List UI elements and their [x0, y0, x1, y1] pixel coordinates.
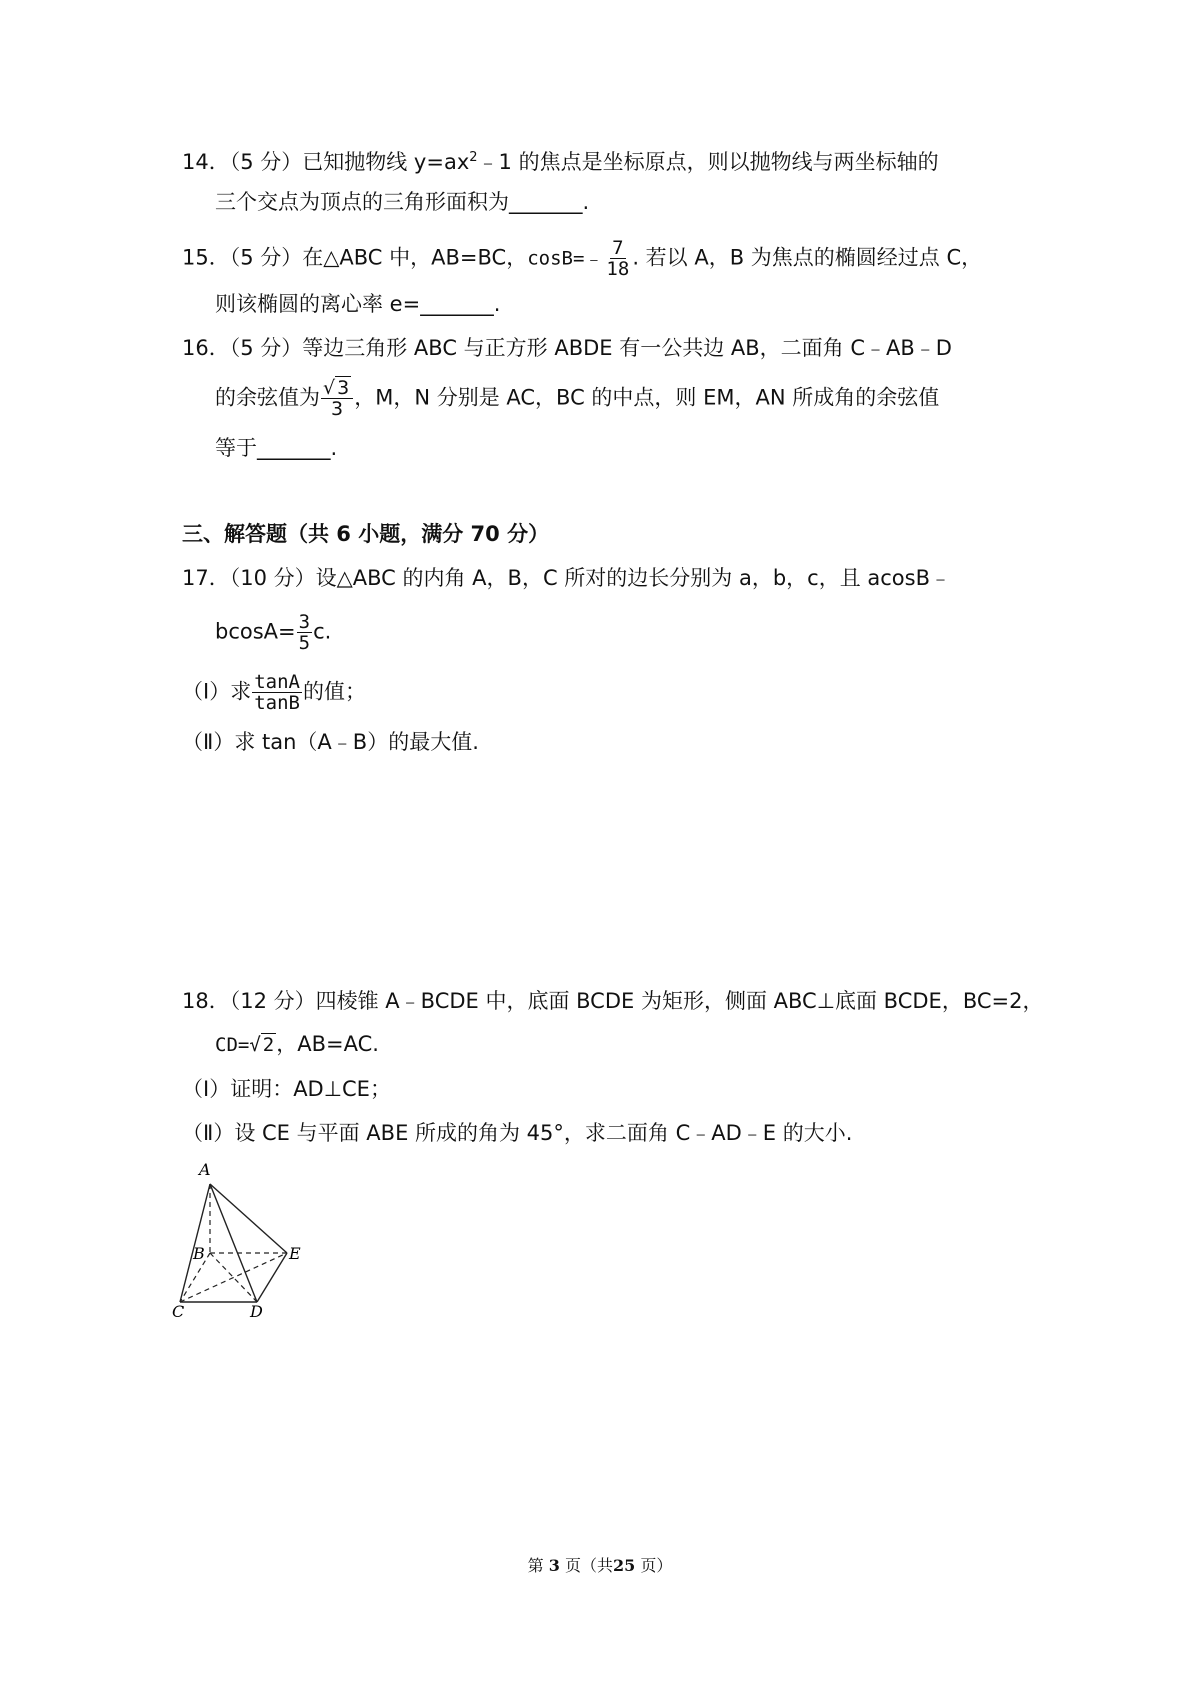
q17-fraction	[297, 612, 312, 653]
q15-cos-label: cosB=﹣	[527, 247, 604, 270]
question-16-line-1: 16．（5 分）等边三角形 ABC 与正方形 ABDE 有一公共边 AB，二面角 C﹣AB﹣D	[182, 336, 952, 360]
q17-frac-denominator: 5	[298, 632, 311, 654]
q17-part1-denominator: tanB	[254, 692, 300, 714]
label-a: A	[199, 1160, 211, 1179]
q16-sqrt-radicand: 3	[337, 377, 350, 399]
question-17-part-1	[182, 672, 366, 713]
q15-text-b: . 若以 A，B 为焦点的椭圆经过点 C，	[632, 245, 983, 270]
page-footer	[0, 1553, 1200, 1576]
q15-fraction	[604, 238, 631, 279]
edge-ad	[210, 1184, 257, 1302]
edge-ae	[210, 1184, 287, 1253]
label-d: D	[250, 1302, 263, 1321]
section-3-title: 三、解答题（共 6 小题，满分 70 分）	[182, 522, 550, 546]
question-18-line-2	[215, 1030, 379, 1059]
q17-part1-fraction	[252, 672, 302, 713]
q16-text-b: ，M，N 分别是 AC，BC 的中点，则 EM，AN 所成角的余弦值	[354, 385, 940, 410]
q14-text-a: 14．（5 分）已知抛物线 y=ax	[182, 150, 470, 174]
q15-frac-numerator: 7	[612, 237, 624, 259]
q15-text-a: 15．（5 分）在△ABC 中，AB=BC，	[182, 245, 528, 270]
q16-text-a: 的余弦值为	[215, 385, 320, 410]
question-16-line-2	[215, 378, 939, 419]
q17-text-a: bcosA=	[215, 619, 296, 644]
label-e: E	[289, 1244, 301, 1263]
q14-text-b: ﹣1 的焦点是坐标原点，则以抛物线与两坐标轴的	[477, 150, 939, 174]
footer-text-c: 页）	[640, 1556, 673, 1575]
pyramid-figure	[172, 1160, 335, 1321]
footer-text-b: 页（共	[564, 1556, 613, 1575]
footer-page-number: 3	[548, 1556, 560, 1575]
q18-sqrt-radicand: 2	[262, 1034, 275, 1056]
q18-cd-label: CD=	[215, 1034, 250, 1056]
footer-text-a: 第	[527, 1556, 544, 1575]
q14-superscript: 2	[469, 150, 478, 165]
q17-frac-numerator: 3	[298, 611, 311, 633]
footer-total-pages: 25	[612, 1556, 636, 1575]
question-15-line-1	[182, 238, 982, 279]
label-c: C	[172, 1302, 185, 1321]
question-18-part-1: （Ⅰ）证明：AD⊥CE；	[182, 1077, 391, 1101]
q18-text-b: ，AB=AC.	[276, 1032, 379, 1056]
edge-ac	[180, 1184, 210, 1302]
question-17-line-2	[215, 612, 331, 653]
question-18-part-2: （Ⅱ）设 CE 与平面 ABE 所成的角为 45°，求二面角 C﹣AD﹣E 的大小.	[182, 1121, 853, 1145]
question-14-line-2: 三个交点为顶点的三角形面积为_______.	[215, 190, 590, 214]
question-17-line-1: 17．（10 分）设△ABC 的内角 A，B，C 所对的边长分别为 a，b，c，且 acosB﹣	[182, 566, 951, 590]
label-b: B	[193, 1244, 205, 1263]
question-14-line-1	[182, 144, 939, 176]
q18-sqrt: √ 2	[249, 1034, 275, 1056]
question-17-part-2: （Ⅱ）求 tan（A﹣B）的最大值.	[182, 730, 479, 754]
question-15-line-2: 则该椭圆的离心率 e=_______.	[215, 292, 501, 316]
q17-part1-text-b: 的值；	[302, 679, 366, 704]
q16-fraction	[321, 378, 353, 419]
question-18-line-1: 18．（12 分）四棱锥 A﹣BCDE 中，底面 BCDE 为矩形，侧面 ABC⊥底面 BCDE，BC=2，	[182, 989, 1044, 1013]
q17-part1-numerator: tanA	[254, 671, 300, 693]
question-16-line-3: 等于_______.	[215, 436, 338, 460]
q16-frac-numerator: √ 3	[321, 378, 353, 399]
q15-frac-denominator: 18	[606, 258, 630, 280]
q17-text-b: c.	[313, 619, 332, 644]
q16-frac-denominator: 3	[331, 398, 344, 420]
q17-part1-text-a: （Ⅰ）求	[182, 679, 252, 704]
